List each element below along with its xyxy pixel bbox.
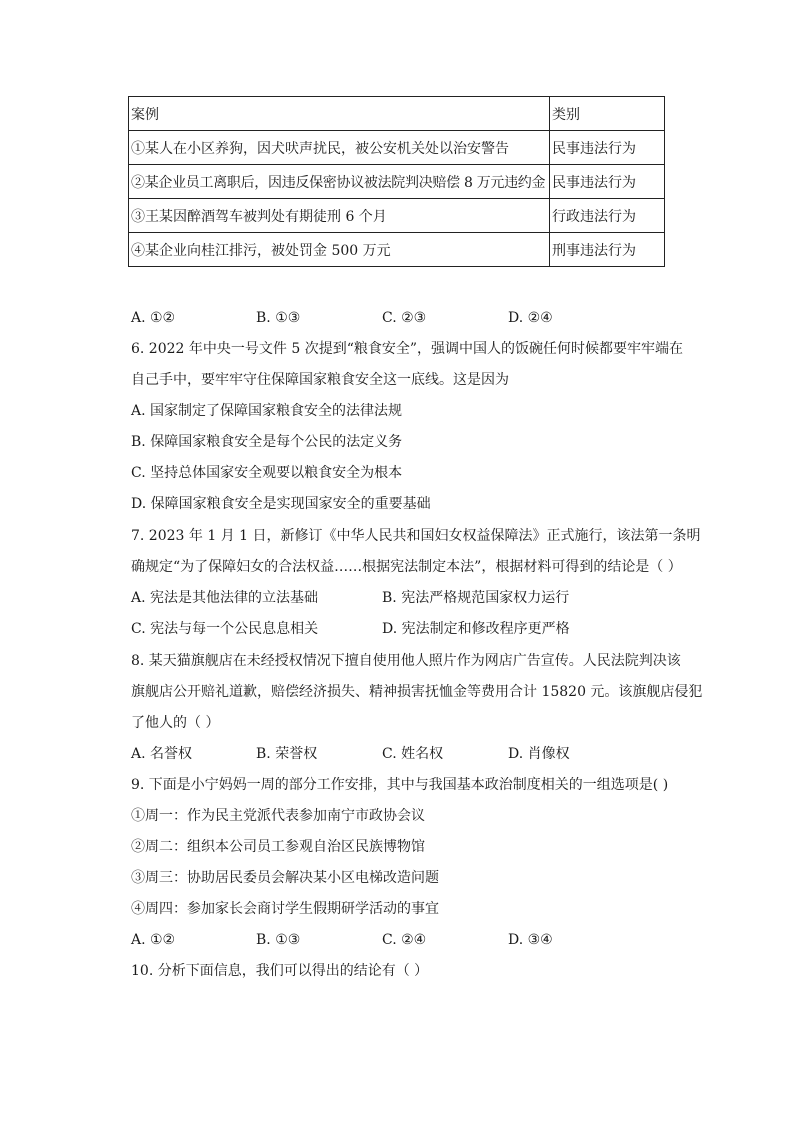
table-cell-category: 民事违法行为 [550, 165, 665, 199]
q8-stem-line3: 了他人的（ ） [131, 715, 220, 731]
table-row [129, 199, 665, 233]
table-cell-category: 民事违法行为 [550, 131, 665, 165]
table-cell-case: ④某企业向桂江排污，被处罚金 500 万元 [129, 233, 550, 267]
q7-stem-line2: 确规定“为了保障妇女的合法权益……根据宪法制定本法”，根据材料可得到的结论是（ ） [131, 559, 682, 575]
q6-option-a: A. 国家制定了保障国家粮食安全的法律法规 [131, 403, 403, 419]
case-table [128, 96, 665, 267]
q9-option-b: B. ①③ [256, 932, 301, 948]
q5-option-d: D. ②④ [508, 310, 553, 326]
q9-item-1: ①周一：作为民主党派代表参加南宁市政协会议 [131, 808, 425, 824]
q6-option-c: C. 坚持总体国家安全观要以粮食安全为根本 [131, 465, 403, 481]
q8-option-d: D. 肖像权 [508, 746, 570, 762]
table-cell-category: 刑事违法行为 [550, 233, 665, 267]
q6-stem-line2: 自己手中，要牢牢守住保障国家粮食安全这一底线。这是因为 [131, 372, 509, 388]
q7-option-c: C. 宪法与每一个公民息息相关 [131, 621, 319, 637]
q5-option-a: A. ①② [131, 310, 176, 326]
table-row [129, 233, 665, 267]
q10-stem-line1: 10. 分析下面信息，我们可以得出的结论有（ ） [131, 963, 429, 979]
q7-option-a: A. 宪法是其他法律的立法基础 [131, 590, 319, 606]
q9-item-4: ④周四：参加家长会商讨学生假期研学活动的事宜 [131, 901, 439, 917]
q5-option-b: B. ①③ [256, 310, 301, 326]
table-cell-case: ②某企业员工离职后，因违反保密协议被法院判决赔偿 8 万元违约金 [129, 165, 550, 199]
q6-option-d: D. 保障国家粮食安全是实现国家安全的重要基础 [131, 496, 431, 512]
q9-option-d: D. ③④ [508, 932, 553, 948]
table-cell-category: 行政违法行为 [550, 199, 665, 233]
q5-option-c: C. ②③ [382, 310, 427, 326]
q9-option-a: A. ①② [131, 932, 176, 948]
q6-stem-line1: 6. 2022 年中央一号文件 5 次提到“粮食安全”，强调中国人的饭碗任何时候都要牢牢端在 [131, 341, 684, 357]
table-header-cell: 类别 [550, 97, 665, 131]
table-header-row [129, 97, 665, 131]
table-row [129, 165, 665, 199]
q7-option-b: B. 宪法严格规范国家权力运行 [382, 590, 570, 606]
q8-option-b: B. 荣誉权 [256, 746, 318, 762]
table-row [129, 131, 665, 165]
q8-option-c: C. 姓名权 [382, 746, 444, 762]
q8-stem-line1: 8. 某天猫旗舰店在未经授权情况下擅自使用他人照片作为网店广告宣传。人民法院判决该 [131, 653, 681, 669]
q9-item-2: ②周二：组织本公司员工参观自治区民族博物馆 [131, 839, 425, 855]
q9-item-3: ③周三：协助居民委员会解决某小区电梯改造问题 [131, 870, 439, 886]
q8-stem-line2: 旗舰店公开赔礼道歉，赔偿经济损失、精神损害抚恤金等费用合计 15820 元。该旗舰店侵犯 [131, 684, 703, 700]
q7-stem-line1: 7. 2023 年 1 月 1 日，新修订《中华人民共和国妇女权益保障法》正式施行，该法第一条明 [131, 528, 701, 544]
q6-option-b: B. 保障国家粮食安全是每个公民的法定义务 [131, 434, 403, 450]
q8-option-a: A. 名誉权 [131, 746, 193, 762]
table-cell-case: ①某人在小区养狗，因犬吠声扰民，被公安机关处以治安警告 [129, 131, 550, 165]
q9-option-c: C. ②④ [382, 932, 427, 948]
table-cell-case: ③王某因醉酒驾车被判处有期徒刑 6 个月 [129, 199, 550, 233]
q9-stem-line1: 9. 下面是小宁妈妈一周的部分工作安排，其中与我国基本政治制度相关的一组选项是( ) [131, 777, 669, 793]
table-header-cell: 案例 [129, 97, 550, 131]
q7-option-d: D. 宪法制定和修改程序更严格 [382, 621, 570, 637]
